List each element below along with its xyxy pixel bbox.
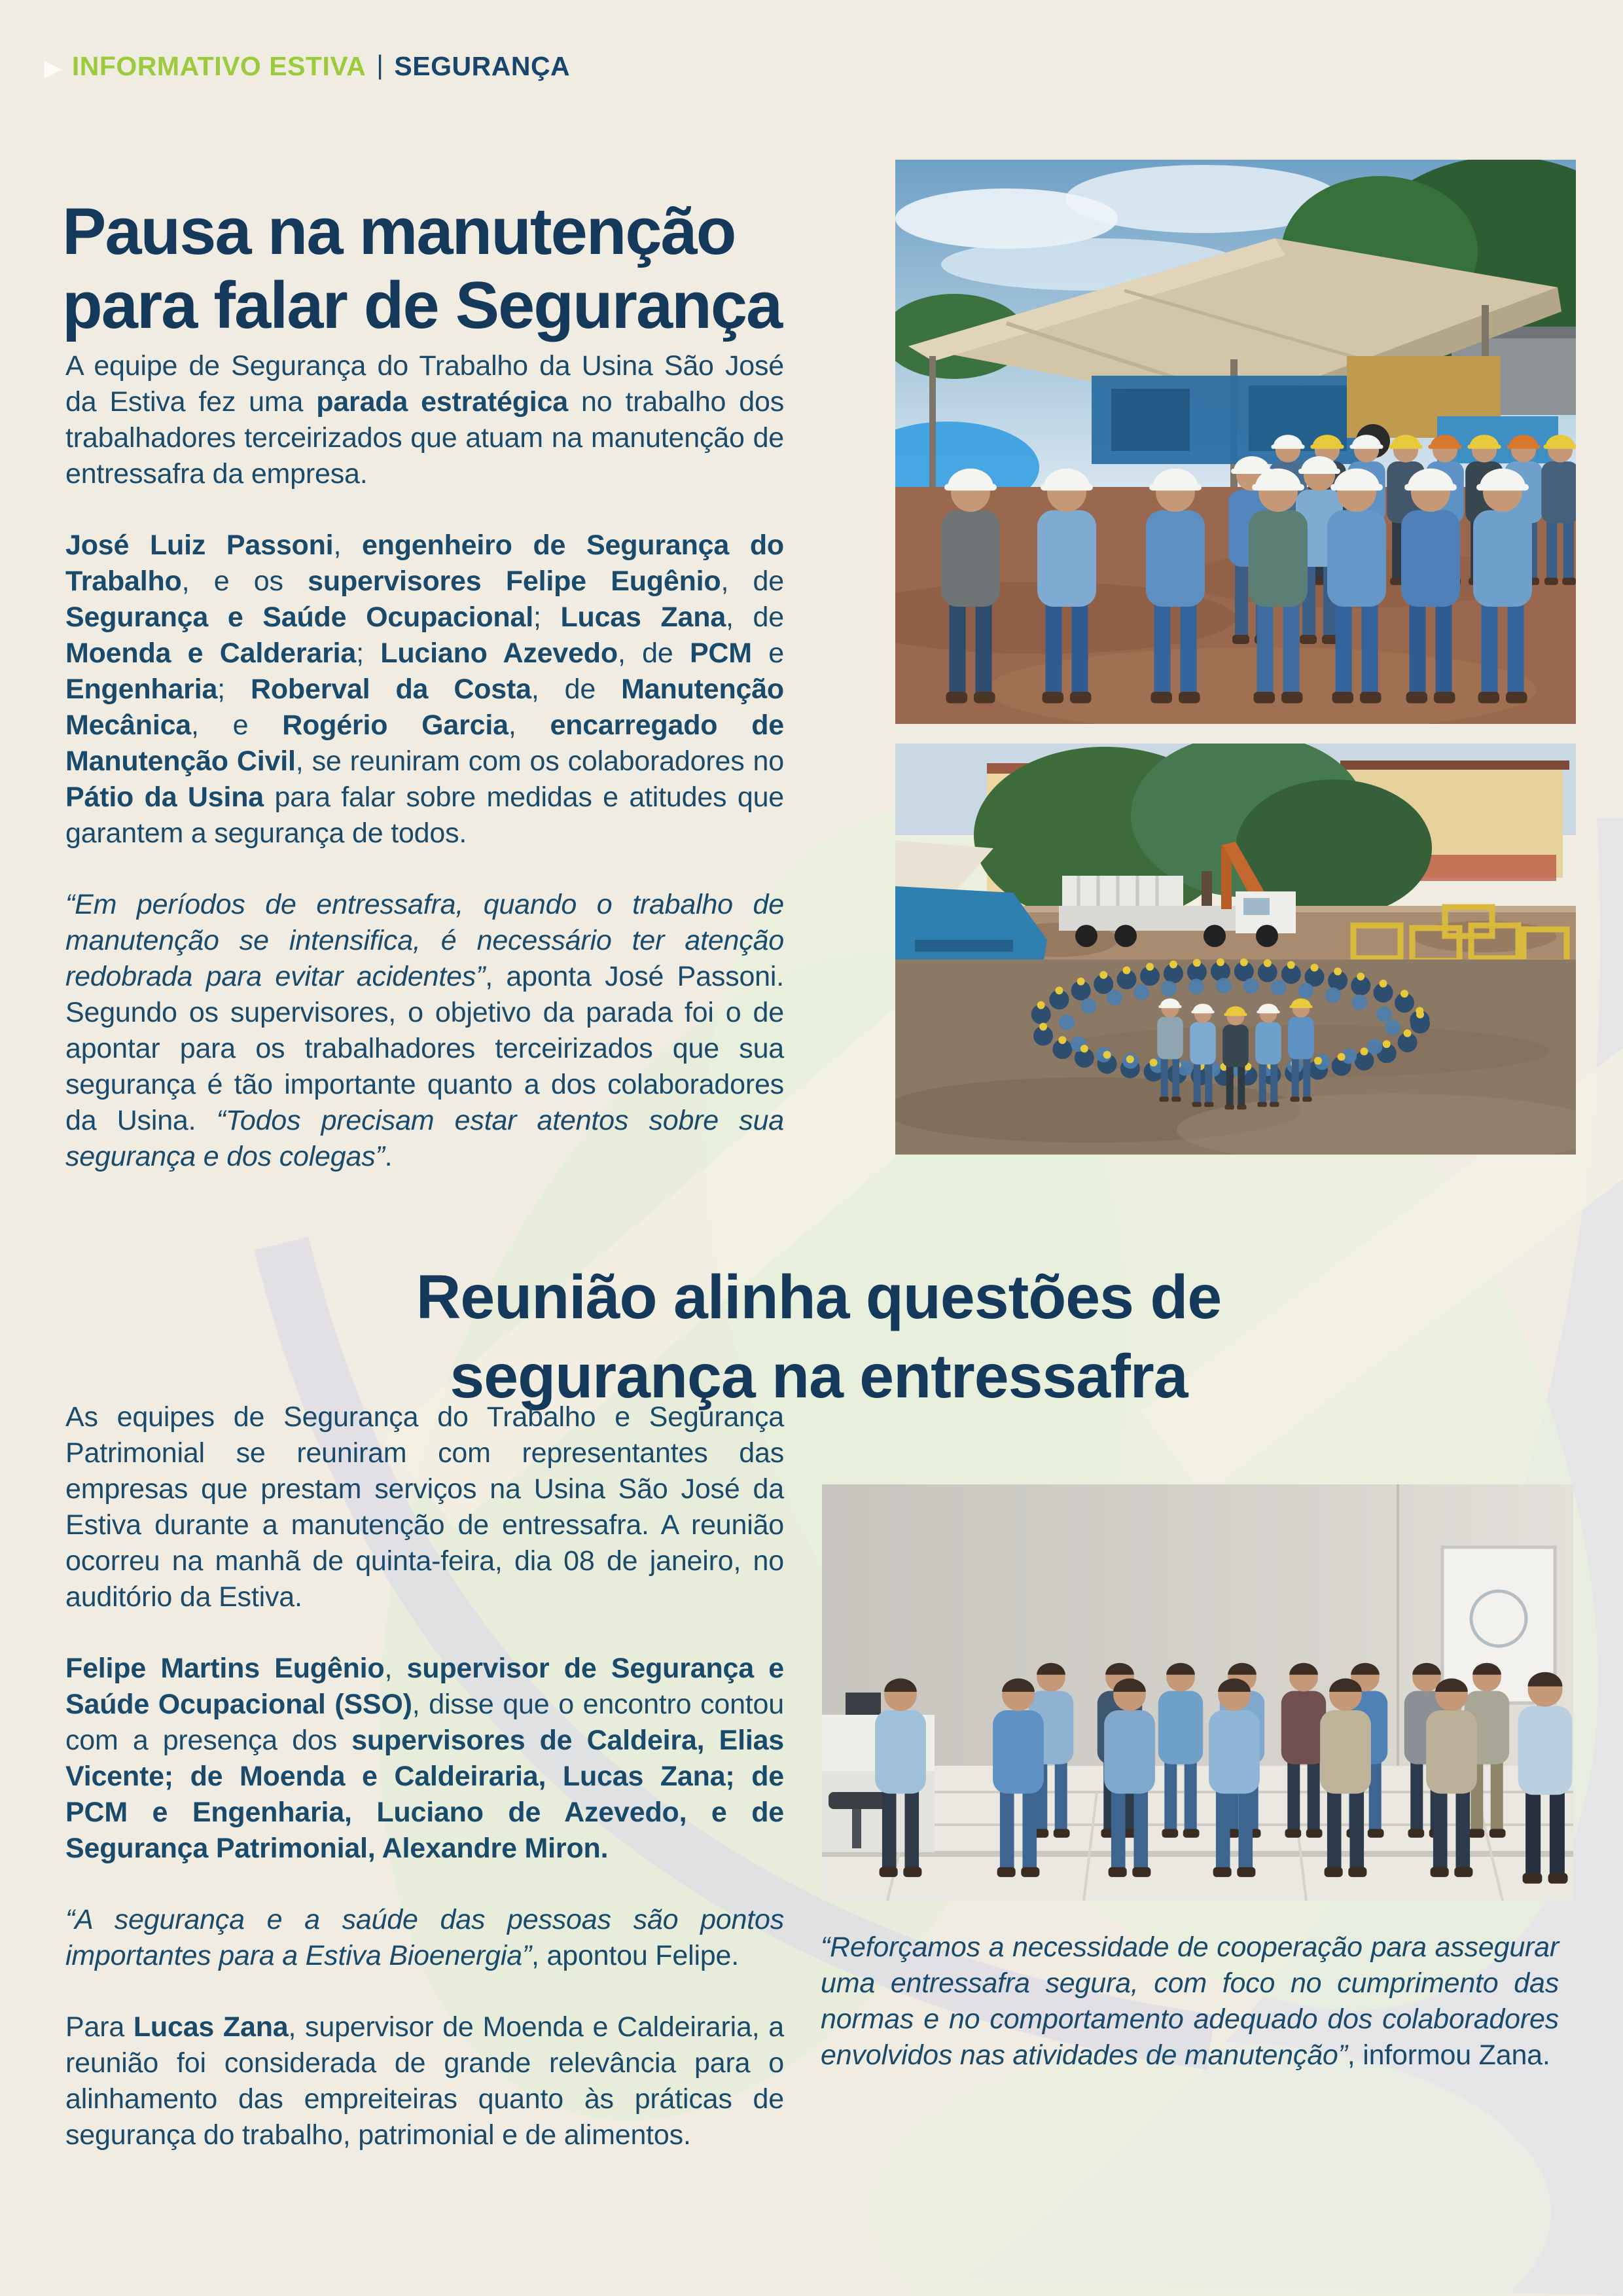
article2-body <box>65 1399 784 2153</box>
photo-yard-circle-gathering <box>895 744 1576 1155</box>
photo-auditorium-illustration <box>822 1484 1573 1901</box>
paragraph: As equipes de Segurança do Trabalho e Segurança Patrimonial se reuniram com representantes das empresas que prestam serviços na Usina São José da Estiva durante a manutenção de entressafra. A reunião ocorreu na manhã de quinta-feira, dia 08 de janeiro, no auditório da Estiva. <box>65 1401 784 1613</box>
quote-right <box>821 1929 1559 2073</box>
photo-tent-safety-talk <box>895 160 1576 724</box>
paragraph: José Luiz Passoni, engenheiro de Segurança do Trabalho, e os supervisores Felipe Eugênio, de Segurança e Saúde Ocupacional; Lucas Zana, de Moenda e Calderaria; Luciano Azevedo, de PCM e Engenharia; Roberval da Costa, de Manutenção Mecânica, e Rogério Garcia, encarregado de Manutenção Civil, se reuniram com os colaboradores no Pátio da Usina para falar sobre medidas e atitudes que garantem a segurança de todos. <box>65 529 785 849</box>
article2-title-line1: Reunião alinha questões de <box>416 1262 1222 1332</box>
article1-title-line2: para falar de Segurança <box>62 268 782 342</box>
arrow-icon: ▶ <box>45 56 62 80</box>
paragraph: Para Lucas Zana, supervisor de Moenda e Caldeiraria, a reunião foi considerada de grande relevância para o alinhamento das empreiteiras quanto às práticas de segurança do trabalho, patrimonial e de alimentos. <box>65 2011 784 2151</box>
header <box>45 51 570 82</box>
paragraph: “Reforçamos a necessidade de cooperação para assegurar uma entressafra segura, com foco no cumprimento das normas e no comportamento adequado dos colaboradores envolvidos nas atividades de manutenção”, informou Zana. <box>821 1931 1559 2071</box>
paragraph: “Em períodos de entressafra, quando o trabalho de manutenção se intensifica, é necessário ter atenção redobrada para evitar acidentes”, aponta José Passoni. Segundo os supervisores, o objetivo da parada foi o de apontar para os trabalhadores terceirizados que sua segurança é tão importante quanto a dos colaboradores da Usina. “Todos precisam estar atentos sobre sua segurança e dos colegas”. <box>65 889 784 1172</box>
photo-auditorium-group <box>822 1484 1573 1901</box>
brand-label: INFORMATIVO ESTIVA <box>71 51 366 81</box>
article1-body <box>65 348 784 1175</box>
article1-title-line1: Pausa na manutenção <box>62 194 736 268</box>
paragraph: A equipe de Segurança do Trabalho da Usina São José da Estiva fez uma parada estratégica no trabalho dos trabalhadores terceirizados que atuam na manutenção de entressafra da empresa. <box>65 350 784 490</box>
article1-title <box>62 195 887 343</box>
section-label: SEGURANÇA <box>394 51 571 81</box>
header-divider: | <box>376 50 384 80</box>
paragraph: “A segurança e a saúde das pessoas são pontos importantes para a Estiva Bioenergia”, apontou Felipe. <box>65 1904 784 1971</box>
photo-yard-illustration <box>895 744 1576 1155</box>
photo-tent-illustration <box>895 160 1576 724</box>
paragraph: Felipe Martins Eugênio, supervisor de Segurança e Saúde Ocupacional (SSO), disse que o encontro contou com a presença dos supervisores de Caldeira, Elias Vicente; de Moenda e Caldeiraria, Lucas Zana; de PCM e Engenharia, Luciano de Azevedo, e de Segurança Patrimonial, Alexandre Miron. <box>65 1653 785 1864</box>
article2-title <box>62 1258 1575 1416</box>
article2-title-line2: segurança na entressafra <box>450 1341 1188 1411</box>
